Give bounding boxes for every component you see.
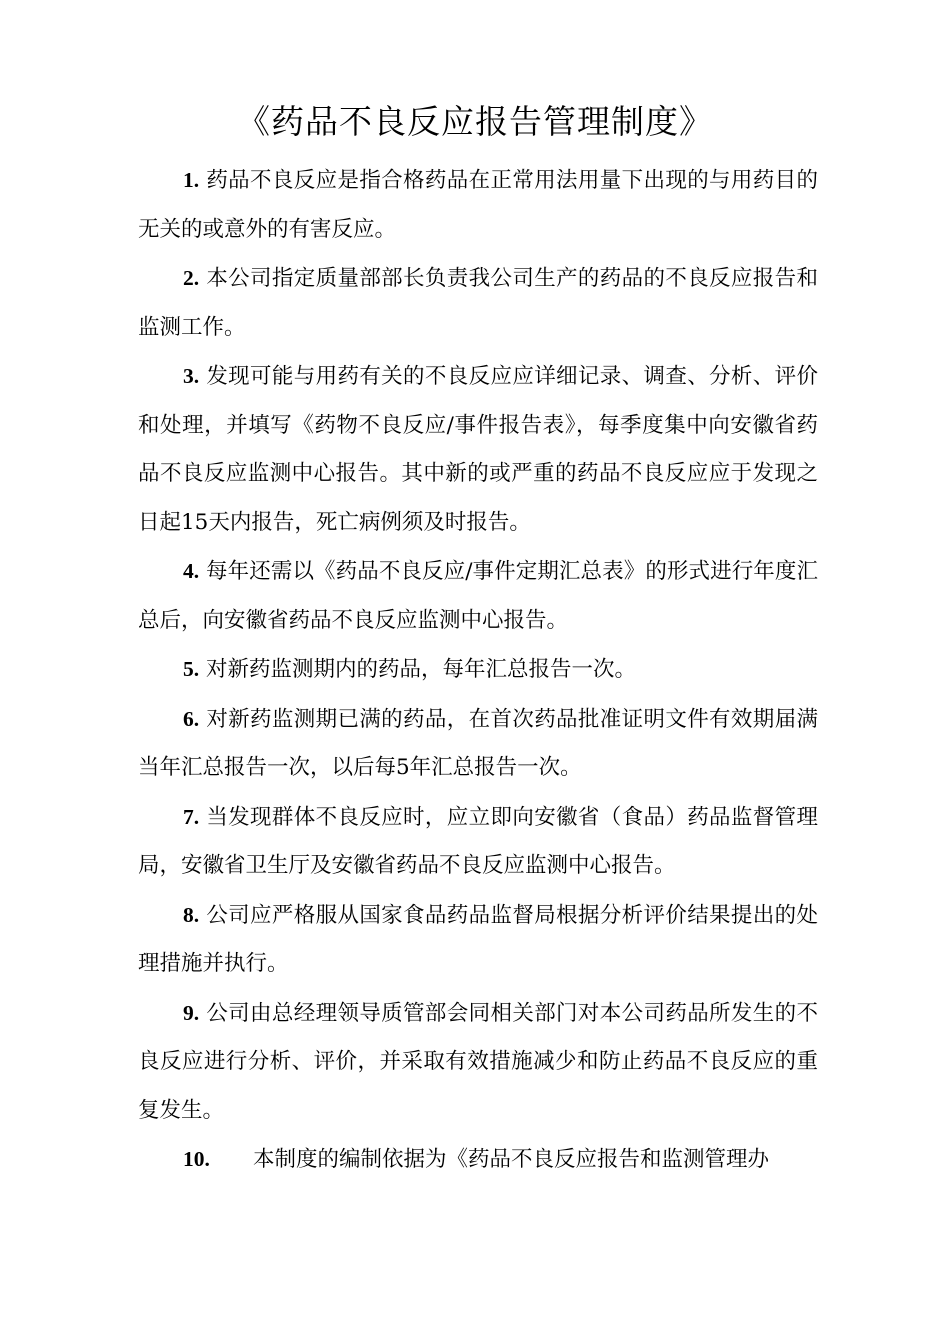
paragraph-text: 对新药监测期内的药品，每年汇总报告一次。	[199, 657, 636, 682]
paragraph-text: 对新药监测期已满的药品，在首次药品批准证明文件有效期届满当年汇总报告一次，以后每5年汇总报告一次。	[138, 706, 818, 780]
paragraph-2	[138, 254, 818, 352]
paragraph-4	[138, 547, 818, 645]
paragraph-number: 7.	[183, 804, 200, 829]
paragraph-text: 本制度的编制依据为《药品不良反应报告和监测管理办	[253, 1147, 770, 1172]
paragraph-number: 5.	[183, 657, 200, 681]
paragraph-text: 每年还需以《药品不良反应/事件定期汇总表》的形式进行年度汇总后，向安徽省药品不良反应监测中心报告。	[138, 559, 818, 633]
paragraph-6	[138, 695, 818, 793]
paragraph-5	[138, 645, 818, 695]
paragraph-1	[138, 156, 818, 254]
paragraph-number: 6.	[183, 706, 200, 731]
paragraph-7	[138, 793, 818, 891]
paragraph-8	[138, 891, 818, 989]
paragraph-text: 公司应严格服从国家食品药品监督局根据分析评价结果提出的处理措施并执行。	[138, 902, 818, 976]
paragraph-3	[138, 352, 818, 547]
paragraph-number: 1.	[183, 168, 200, 192]
paragraph-number: 9.	[183, 1000, 200, 1025]
paragraph-9	[138, 989, 818, 1136]
paragraph-text: 当发现群体不良反应时，应立即向安徽省（食品）药品监督管理局，安徽省卫生厅及安徽省药品不良反应监测中心报告。	[138, 804, 818, 878]
paragraph-text: 公司由总经理领导质管部会同相关部门对本公司药品所发生的不良反应进行分析、评价，并采取有效措施减少和防止药品不良反应的重复发生。	[138, 1000, 818, 1123]
paragraph-number: 2.	[183, 266, 200, 290]
document-body	[138, 156, 818, 1185]
paragraph-number: 4.	[183, 559, 200, 583]
paragraph-text: 药品不良反应是指合格药品在正常用法用量下出现的与用药目的无关的或意外的有害反应。	[138, 168, 818, 242]
document-title: 《药品不良反应报告管理制度》	[237, 102, 713, 141]
paragraph-text: 本公司指定质量部部长负责我公司生产的药品的不良反应报告和监测工作。	[138, 266, 818, 340]
paragraph-number: 3.	[183, 364, 200, 388]
paragraph-text: 发现可能与用药有关的不良反应应详细记录、调查、分析、评价和处理，并填写《药物不良反应/事件报告表》，每季度集中向安徽省药品不良反应监测中心报告。其中新的或严重的药品不良反应应于发现之日起15天内报告，死亡病例须及时报告。	[138, 364, 818, 535]
paragraph-number: 8.	[183, 902, 200, 927]
paragraph-number: 10.	[183, 1147, 210, 1171]
paragraph-10	[138, 1135, 818, 1185]
